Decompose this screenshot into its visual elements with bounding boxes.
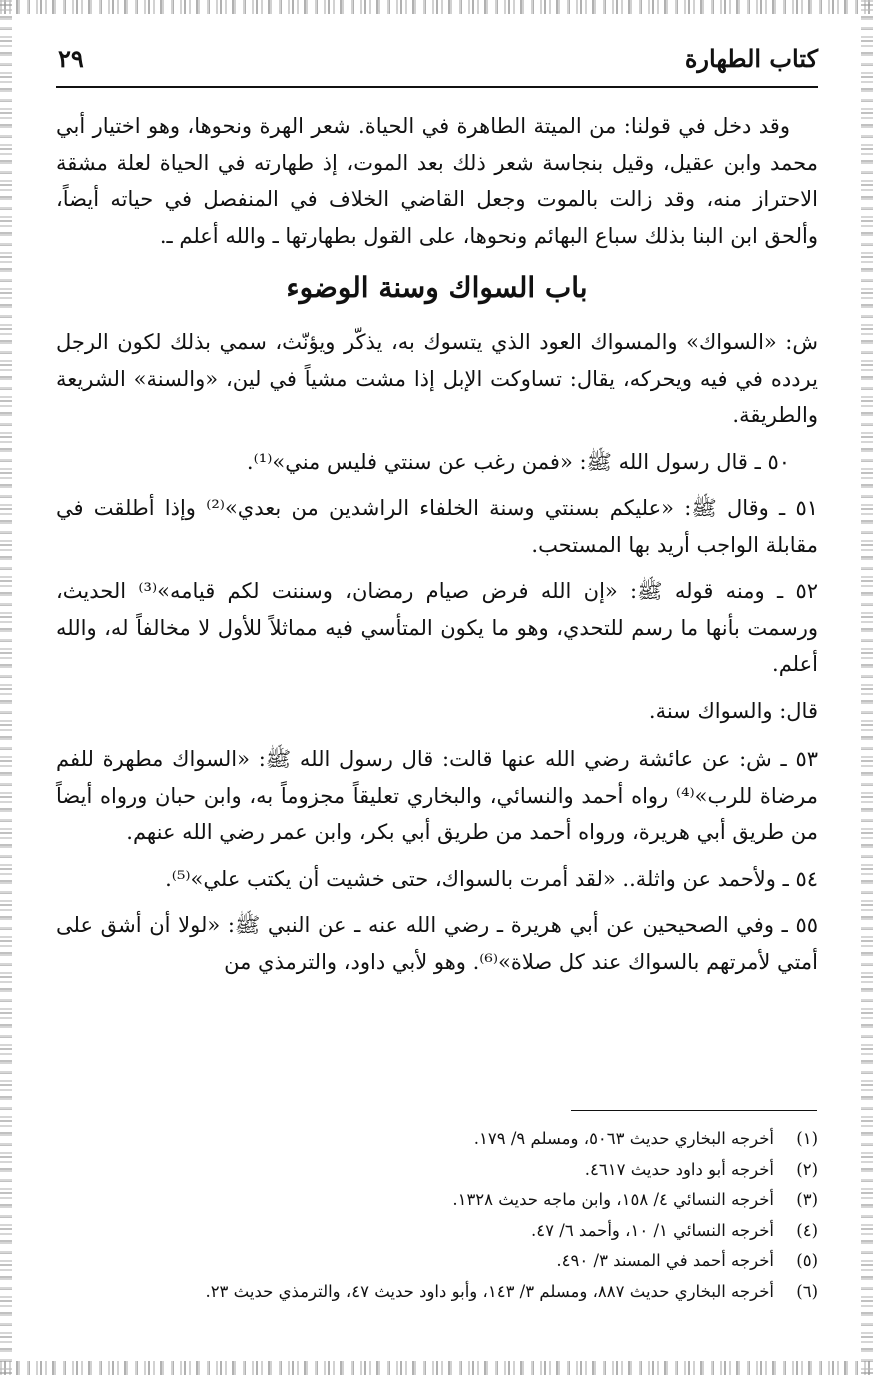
footnote-number: (٤) — [796, 1220, 818, 1240]
hadith-paragraph: ٥٤ ـ ولأحمد عن واثلة.. «لقد أمرت بالسواك، حتى خشيت أن يكتب علي»⁽⁵⁾. — [165, 866, 818, 891]
footnote-number: (٦) — [796, 1281, 818, 1301]
page-border-right — [861, 0, 873, 1375]
footnote — [56, 1155, 818, 1186]
footnote — [56, 1246, 818, 1277]
hadith-paragraph: ٥٠ ـ قال رسول الله ﷺ: «فمن رغب عن سنتي فليس مني»⁽¹⁾. — [246, 449, 790, 474]
hadith-paragraph: ٥٣ ـ ش: عن عائشة رضي الله عنها قالت: قال رسول الله ﷺ: «السواك مطهرة للفم مرضاة للرب»⁽⁴⁾ رواه أحمد والنسائي، والبخاري تعليقاً مجزوماً به، وابن حبان ورواه أيضاً من طريق أبي هريرة، ورواه أحمد من طريق أبي بكر، وابن عمر رضي الله عنهم. — [56, 747, 818, 844]
footnote-number: (١) — [796, 1129, 818, 1148]
footnote — [56, 1124, 818, 1155]
paragraph: وقد دخل في قولنا: من الميتة الطاهرة في الحياة. شعر الهرة ونحوها، وهو اختيار أبي محمد وابن عقيل، وقيل بنجاسة شعر ذلك بعد الموت، إذ طهارته في الحياة لعلة مشقة الاحتراز منه، وقد زالت بالموت وجعل القاضي الخلاف في المنفصل في حياته أيضاً، وألحق ابن البنا بذلك سباع البهائم ونحوها، على القول بطهارتها ـ والله أعلم ـ. — [56, 114, 818, 248]
footnote-text: أخرجه أبو داود حديث ٤٦١٧. — [584, 1159, 774, 1179]
paragraph: ش: «السواك» والمسواك العود الذي يتسوك به، يذكّر ويؤنّث، سمي بذلك لكون الرجل يردده في فيه ويحركه، يقال: تساوكت الإبل إذا مشت مشياً في لين، «والسنة» الشريعة والطريقة. — [56, 330, 818, 427]
footnotes — [56, 1124, 818, 1307]
footnote-text: أخرجه البخاري حديث ٨٨٧، ومسلم ٣/ ١٤٣، وأبو داود حديث ٤٧، والترمذي حديث ٢٣. — [205, 1281, 774, 1301]
page-border-bottom — [0, 1361, 873, 1375]
footnote-text: أخرجه أحمد في المسند ٣/ ٤٩٠. — [556, 1251, 774, 1270]
page-border-top — [0, 0, 873, 14]
hadith-paragraph: ٥٥ ـ وفي الصحيحين عن أبي هريرة ـ رضي الله عنه ـ عن النبي ﷺ: «لولا أن أشق على أمتي لأمرتهم بالسواك عند كل صلاة»⁽⁶⁾. وهو لأبي داود، والترمذي من — [56, 913, 818, 974]
footnote — [56, 1216, 818, 1247]
footnote — [56, 1277, 818, 1308]
section-heading: باب السواك وسنة الوضوء — [286, 271, 588, 304]
footnote-separator — [571, 1110, 817, 1111]
running-title: كتاب الطهارة — [684, 44, 818, 73]
footnote — [56, 1185, 818, 1216]
page-border-left — [0, 0, 12, 1375]
page-number: ٢٩ — [58, 44, 84, 73]
hadith-paragraph: ٥٢ ـ ومنه قوله ﷺ: «إن الله فرض صيام رمضان، وسننت لكم قيامه»⁽³⁾ الحديث، ورسمت بأنها ما رسم للتحدي، وهو ما يكون المتأسي فيه مماثلاً للأول لا مخالفاً له، والله أعلم. — [56, 579, 818, 676]
page-header — [56, 42, 818, 88]
paragraph: قال: والسواك سنة. — [648, 698, 818, 723]
footnote-number: (٣) — [796, 1190, 818, 1209]
footnote-text: أخرجه النسائي ١/ ١٠، وأحمد ٦/ ٤٧. — [531, 1220, 774, 1240]
footnote-text: أخرجه النسائي ٤/ ١٥٨، وابن ماجه حديث ١٣٢٨. — [452, 1190, 774, 1209]
main-text — [56, 108, 818, 990]
footnote-number: (٢) — [796, 1159, 818, 1179]
footnote-number: (٥) — [796, 1251, 818, 1270]
footnote-text: أخرجه البخاري حديث ٥٠٦٣، ومسلم ٩/ ١٧٩. — [473, 1129, 774, 1148]
hadith-paragraph: ٥١ ـ وقال ﷺ: «عليكم بسنتي وسنة الخلفاء الراشدين من بعدي»⁽²⁾ وإذا أطلقت في مقابلة الواجب أريد بها المستحب. — [56, 496, 818, 557]
